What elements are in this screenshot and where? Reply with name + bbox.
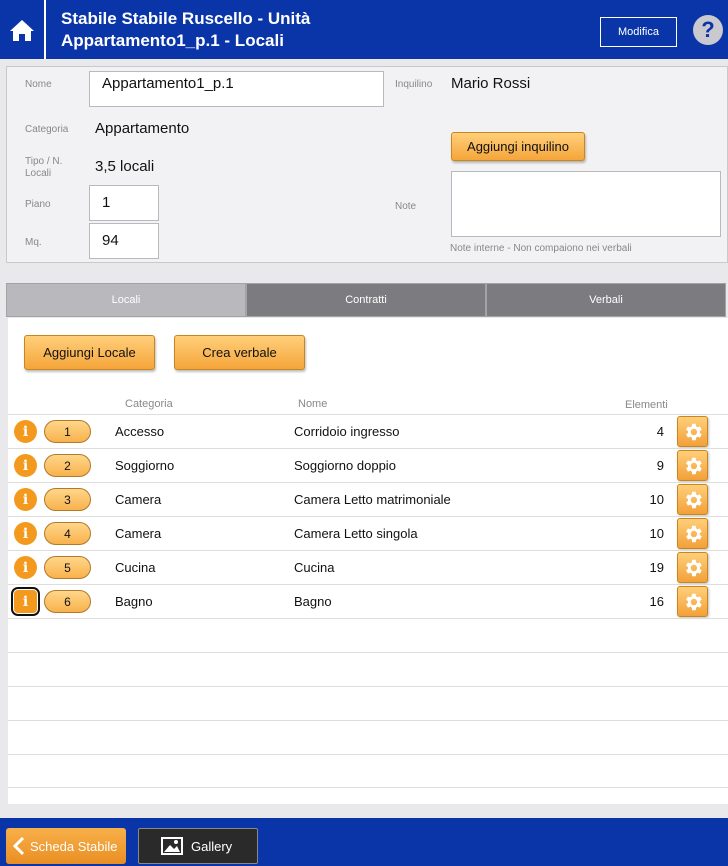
rooms-table — [8, 414, 728, 788]
room-settings-button[interactable] — [677, 518, 708, 549]
table-row[interactable] — [8, 414, 728, 448]
column-header-elementi: Elementi — [625, 399, 668, 411]
nome-label: Nome — [25, 79, 52, 90]
room-elements-count: 10 — [649, 526, 664, 541]
empty-table-row — [8, 720, 728, 754]
tab-verbali[interactable]: Verbali — [486, 283, 726, 317]
edit-button[interactable]: Modifica — [600, 17, 677, 47]
bottom-bar — [0, 818, 728, 866]
info-icon[interactable]: i — [14, 556, 37, 579]
empty-table-row — [8, 618, 728, 652]
tipo-label-line1: Tipo / N. — [25, 156, 63, 167]
add-tenant-button[interactable]: Aggiungi inquilino — [451, 132, 585, 161]
room-settings-button[interactable] — [677, 484, 708, 515]
room-category: Soggiorno — [115, 458, 175, 473]
room-name: Bagno — [294, 594, 332, 609]
gear-icon — [682, 455, 704, 477]
info-icon[interactable]: i — [14, 488, 37, 511]
info-icon[interactable]: i — [14, 454, 37, 477]
room-category: Camera — [115, 492, 162, 507]
tipo-label-line2: Locali — [25, 168, 52, 179]
page-title-line2: Appartamento1_p.1 - Locali — [61, 31, 284, 50]
table-row[interactable] — [8, 482, 728, 516]
room-number-badge[interactable]: 5 — [44, 556, 91, 579]
tab-locali[interactable]: Locali — [6, 283, 246, 317]
piano-field[interactable]: 1 — [89, 185, 159, 221]
column-header-categoria: Categoria — [125, 398, 173, 410]
home-icon — [9, 18, 35, 42]
room-elements-count: 4 — [656, 424, 664, 439]
add-room-button[interactable]: Aggiungi Locale — [24, 335, 155, 370]
room-number-badge[interactable]: 3 — [44, 488, 91, 511]
gallery-label: Gallery — [191, 838, 233, 854]
mq-label: Mq. — [25, 237, 42, 248]
back-to-building-label: Scheda Stabile — [30, 838, 118, 854]
categoria-value: Appartamento — [95, 120, 190, 137]
table-row[interactable] — [8, 448, 728, 482]
room-number-badge[interactable]: 4 — [44, 522, 91, 545]
room-settings-button[interactable] — [677, 586, 708, 617]
room-name: Cucina — [294, 560, 335, 575]
tipo-label — [25, 156, 62, 180]
room-name: Corridoio ingresso — [294, 424, 400, 439]
empty-table-row — [8, 754, 728, 788]
home-button[interactable] — [0, 0, 46, 59]
gear-icon — [682, 489, 704, 511]
gear-icon — [682, 557, 704, 579]
column-header-nome: Nome — [298, 398, 328, 410]
room-number-badge[interactable]: 1 — [44, 420, 91, 443]
room-number-badge[interactable]: 2 — [44, 454, 91, 477]
note-field[interactable] — [451, 171, 721, 237]
gear-icon — [682, 523, 704, 545]
room-category: Camera — [115, 526, 162, 541]
room-elements-count: 10 — [649, 492, 664, 507]
table-row[interactable] — [8, 584, 728, 618]
help-button[interactable]: ? — [693, 15, 723, 45]
create-report-button[interactable]: Crea verbale — [174, 335, 305, 370]
rooms-panel — [8, 318, 728, 804]
top-bar — [0, 0, 728, 59]
page-title-line1: Stabile Stabile Ruscello - Unità — [61, 9, 311, 28]
room-settings-button[interactable] — [677, 416, 708, 447]
section-tabs — [6, 283, 726, 317]
image-icon — [161, 837, 183, 855]
inquilino-label: Inquilino — [395, 79, 433, 90]
empty-table-row — [8, 652, 728, 686]
room-category: Cucina — [115, 560, 156, 575]
mq-field[interactable]: 94 — [89, 223, 159, 259]
nome-field[interactable]: Appartamento1_p.1 — [89, 71, 384, 107]
info-icon[interactable]: i — [14, 522, 37, 545]
tab-contratti[interactable]: Contratti — [246, 283, 486, 317]
table-row[interactable] — [8, 516, 728, 550]
gear-icon — [682, 421, 704, 443]
room-elements-count: 9 — [656, 458, 664, 473]
room-name: Soggiorno doppio — [294, 458, 396, 473]
room-settings-button[interactable] — [677, 552, 708, 583]
piano-label: Piano — [25, 199, 51, 210]
inquilino-value: Mario Rossi — [451, 75, 531, 92]
room-elements-count: 19 — [649, 560, 664, 575]
room-settings-button[interactable] — [677, 450, 708, 481]
room-name: Camera Letto singola — [294, 526, 418, 541]
tipo-value: 3,5 locali — [95, 158, 155, 175]
page-title — [61, 8, 310, 52]
room-number-badge[interactable]: 6 — [44, 590, 91, 613]
note-hint: Note interne - Non compaiono nei verbali — [450, 243, 632, 254]
gallery-button[interactable] — [138, 828, 258, 864]
empty-table-row — [8, 686, 728, 720]
room-elements-count: 16 — [649, 594, 664, 609]
gear-icon — [682, 591, 704, 613]
table-row[interactable] — [8, 550, 728, 584]
chevron-left-icon — [12, 836, 26, 856]
room-name: Camera Letto matrimoniale — [294, 492, 451, 507]
back-to-building-button[interactable] — [6, 828, 126, 864]
info-icon[interactable]: i — [14, 590, 37, 613]
room-category: Bagno — [115, 594, 153, 609]
info-icon[interactable]: i — [14, 420, 37, 443]
categoria-label: Categoria — [25, 124, 69, 135]
unit-details-panel — [6, 66, 728, 263]
note-label: Note — [395, 201, 417, 212]
room-category: Accesso — [115, 424, 165, 439]
